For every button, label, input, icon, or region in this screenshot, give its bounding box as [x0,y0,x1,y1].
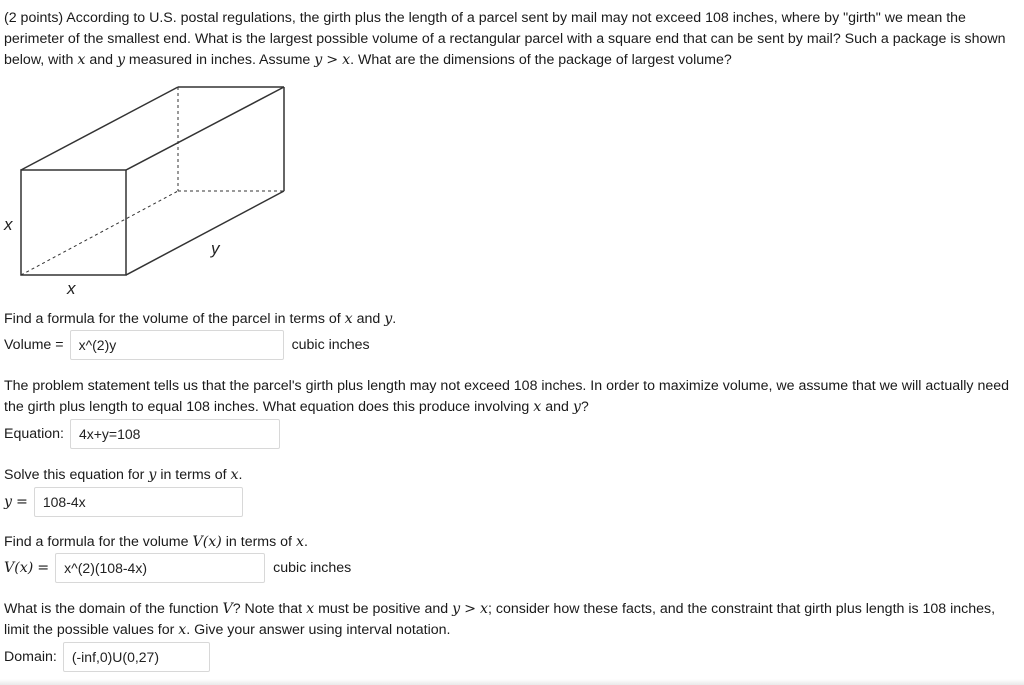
y-equals-label: y = [4,494,28,510]
v-of-x-label: V(x) = [4,560,50,576]
domain-label: Domain: [4,649,57,665]
var-x: x [533,399,542,415]
problem-intro: (2 points) According to U.S. postal regulations, the girth plus the length of a parcel sent by mail may not exceed 108 inches, where by "girth" we mean the perimeter of the smallest end. What is the largest possible volume of a rectangular parcel with a square end that can be sent by mail? Such a package is shown below, with [4,10,1006,68]
var-y: y [116,52,125,68]
var-x: x [230,467,239,483]
q4-answer-row [4,553,351,583]
domain-input[interactable] [63,642,210,672]
q1-answer-row [4,330,370,360]
var-y: y [572,399,581,415]
parcel-figure [0,80,300,295]
var-y: y [384,311,393,327]
y-input[interactable] [34,487,243,517]
volume-input[interactable] [70,330,284,360]
q5-answer-row [4,642,210,672]
problem-closing: . What are the dimensions of the package of largest volume? [350,52,732,68]
q2-prompt: The problem statement tells us that the parcel's girth plus length may not exceed 108 inches. In order to maximize volume, we assume that we will actually need the girth plus length to equal 108 inches. What equation does this produce involving x and y? [4,378,1010,415]
var-x: x [342,52,351,68]
var-x: x [344,311,353,327]
q5-prompt: What is the domain of the function V? Note that x must be positive and y > x; consider how these facts, and the constraint that girth plus length is 108 inches, limit the possible values for x. Give your answer using interval notation. [4,601,996,638]
v-of-x-unit: cubic inches [273,560,352,576]
label-x-bottom: x [67,279,76,295]
equation-label: Equation: [4,426,64,442]
text-measured: measured in inches. Assume [128,52,311,68]
q4-prompt: Find a formula for the volume V(x) in terms of x. [4,534,308,550]
label-x-left: x [4,215,13,234]
v-of-x-input[interactable] [55,553,265,583]
q2-answer-row [4,419,280,449]
q3-prompt: Solve this equation for y in terms of x. [4,467,243,483]
label-y: y [211,239,220,258]
hidden-bottom-left-edge [21,191,178,275]
edge-bottom-right [126,191,284,275]
var-x: x [306,601,315,617]
var-y: y [314,52,323,68]
volume-unit: cubic inches [291,337,370,353]
bottom-shadow [0,679,1024,685]
var-x: x [295,534,304,550]
var-x: x [77,52,86,68]
var-V: V [222,601,233,617]
var-y: y [452,601,461,617]
volume-label: Volume = [4,337,64,353]
edge-top-left [21,87,178,170]
problem-statement [4,8,1022,71]
edge-top-right [126,87,284,170]
front-face [21,170,126,275]
q1-prompt: Find a formula for the volume of the parcel in terms of x and y. [4,311,397,327]
var-x: x [178,622,187,638]
gt-sign: > [326,52,339,68]
var-x: x [479,601,488,617]
q3-answer-row [4,487,243,517]
v-of-x: V(x) [192,534,222,550]
text-and: and [89,52,113,68]
equation-input[interactable] [70,419,280,449]
var-y: y [148,467,157,483]
